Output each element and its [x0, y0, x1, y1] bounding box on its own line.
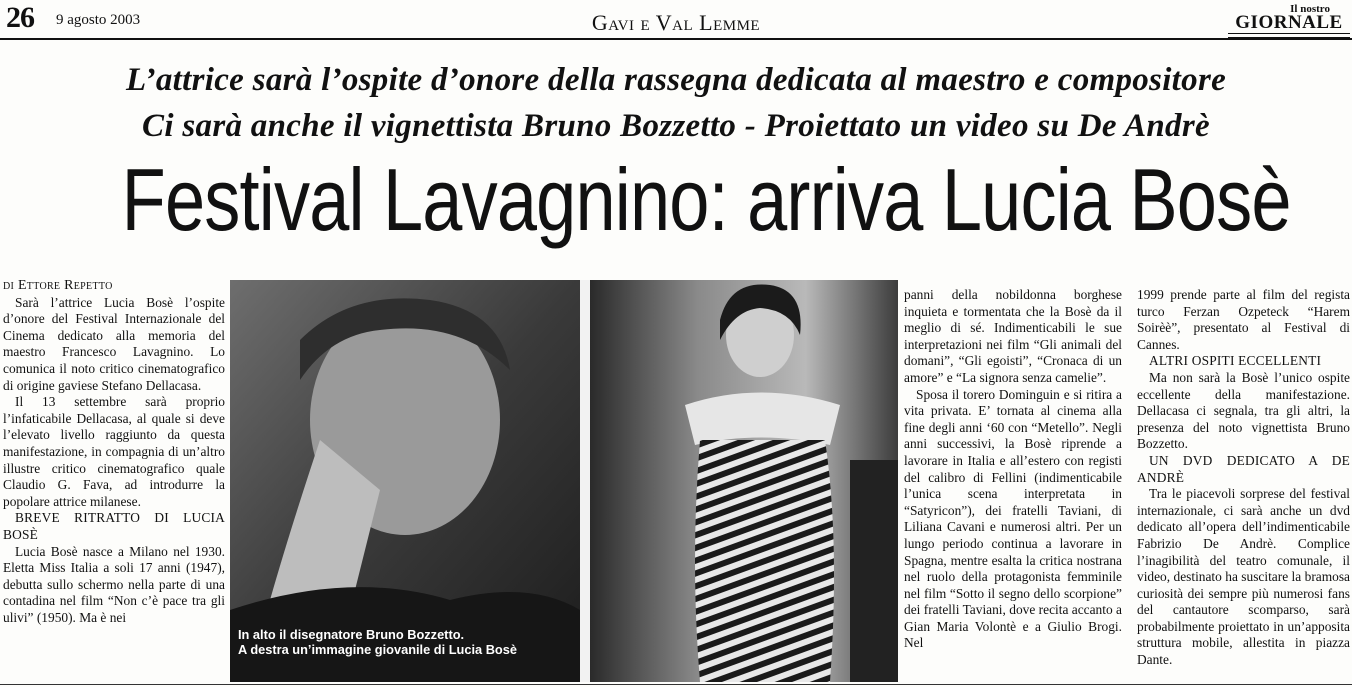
logo-big-text: GIORNALE: [1235, 12, 1343, 33]
subheading: BREVE RITRATTO DI LUCIA BOSÈ: [3, 510, 225, 542]
photo-illustration: [230, 280, 898, 682]
stair-railing: [850, 460, 898, 682]
dress-ruffle: [685, 393, 840, 446]
photo-caption: [238, 627, 578, 657]
paragraph: 1999 prende parte al film del regista turco Ferzan Ozpeteck “Harem Soirèè”, presentato al Festival di Cannes.: [1137, 287, 1350, 352]
paragraph: Il 13 settembre sarà proprio l’infaticabile Dellacasa, al quale si deve l’elevato livello raggiunto da questa manifestazione, in compagnia di un’altro illustre critico cinematografico quale Claudio G. Fava, ad introdurre la popolare attrice milanese.: [3, 394, 225, 509]
bottom-rule: [0, 684, 1352, 685]
paragraph: Lucia Bosè nasce a Milano nel 1930. Eletta Miss Italia a soli 17 anni (1947), debutta sullo schermo nella parte di una contadina nel film “Non c’è pace tra gli ulivi” (1950). Ma è nei: [3, 543, 225, 625]
section-title: Gavi e Val Lemme: [591, 10, 761, 35]
kicker-line-1: L’attrice sarà l’ospite d’onore della rassegna dedicata al maestro e compositore: [125, 62, 1227, 98]
paragraph: Sposa il torero Dominguin e si ritira a vita privata. E’ tornata al cinema alla fine degli anni ‘60 con “Metello”. Negli anni successivi, la Bosè riprende a lavorare in Italia e all’estero con registi del calibro di Fellini (indimenticabile l’unica scena interpretata in “Satyricon”), dei fratelli Taviani, di Liliana Cavani e numerosi altri. Per un lungo periodo continua a lavorare in Spagna, mentre esalta la critica nostrana nel ruolo della protagonista femminile nel film “Sotto il segno dello scorpione” dei fratelli Taviani, dove recita accanto a Gian Maria Volontè e a Giulio Brogi. Nel: [904, 386, 1122, 651]
masthead-rule: [0, 38, 1352, 40]
logo-small-text: Il nostro: [1290, 3, 1330, 15]
paragraph: Ma non sarà la Bosè l’unico ospite eccellente della manifestazione. Dellacasa ci segnala, tra gli altri, la presenza del noto vignettista Bruno Bozzetto.: [1137, 369, 1350, 452]
article-column-4: [1137, 287, 1350, 683]
masthead: [0, 0, 1352, 40]
striped-dress: [695, 440, 834, 682]
headline: Festival Lavagnino: arriva Lucia Bosè: [121, 150, 1291, 249]
page-date: 9 agosto 2003: [56, 12, 141, 28]
photo-composite: [230, 280, 898, 682]
caption-line-1: In alto il disegnatore Bruno Bozzetto.: [238, 627, 465, 642]
subheading: UN DVD DEDICATO A DE ANDRÈ: [1137, 452, 1350, 485]
photo-divider: [580, 280, 590, 682]
byline: di Ettore Repetto: [3, 278, 113, 293]
caption-line-2: A destra un’immagine giovanile di Lucia Bosè: [238, 642, 517, 657]
subheading: ALTRI OSPITI ECCELLENTI: [1149, 353, 1322, 369]
paragraph: Sarà l’attrice Lucia Bosè l’ospite d’onore del Festival Internazionale del Cinema dedicato alla memoria del maestro Francesco Lavagnino. Lo comunica il noto critico cinematografico di origine gaviese Stefano Dellacasa.: [3, 294, 225, 393]
paragraph: panni della nobildonna borghese inquieta e tormentata che la Bosè da il meglio di sé. Indimenticabili le sue interpretazioni nei film “Gli animali del domani”, “Gli egoisti”, “Cronaca di un amore” e “La signora senza camelie”.: [904, 287, 1122, 385]
newspaper-logo: [1228, 4, 1350, 38]
paragraph: Tra le piacevoli sorprese del festival internazionale, ci sarà anche un dvd dedicato all’opera dell’indimenticabile Fabrizio De Andrè. Complice l’inagibilità del teatro comunale, il video, destinato ha suscitare la bramosa curiosità dei sempre più numerosi fans del cantautore scomparso, sarà probabilmente proiettato in un’apposita struttura mobile, allestita in piazza Dante.: [1137, 486, 1350, 668]
article-column-3: [904, 287, 1122, 683]
kicker-line-2: Ci sarà anche il vignettista Bruno Bozzetto - Proiettato un video su De Andrè: [142, 108, 1210, 144]
page-number: 26: [6, 1, 34, 34]
article-column-1: [3, 278, 225, 683]
